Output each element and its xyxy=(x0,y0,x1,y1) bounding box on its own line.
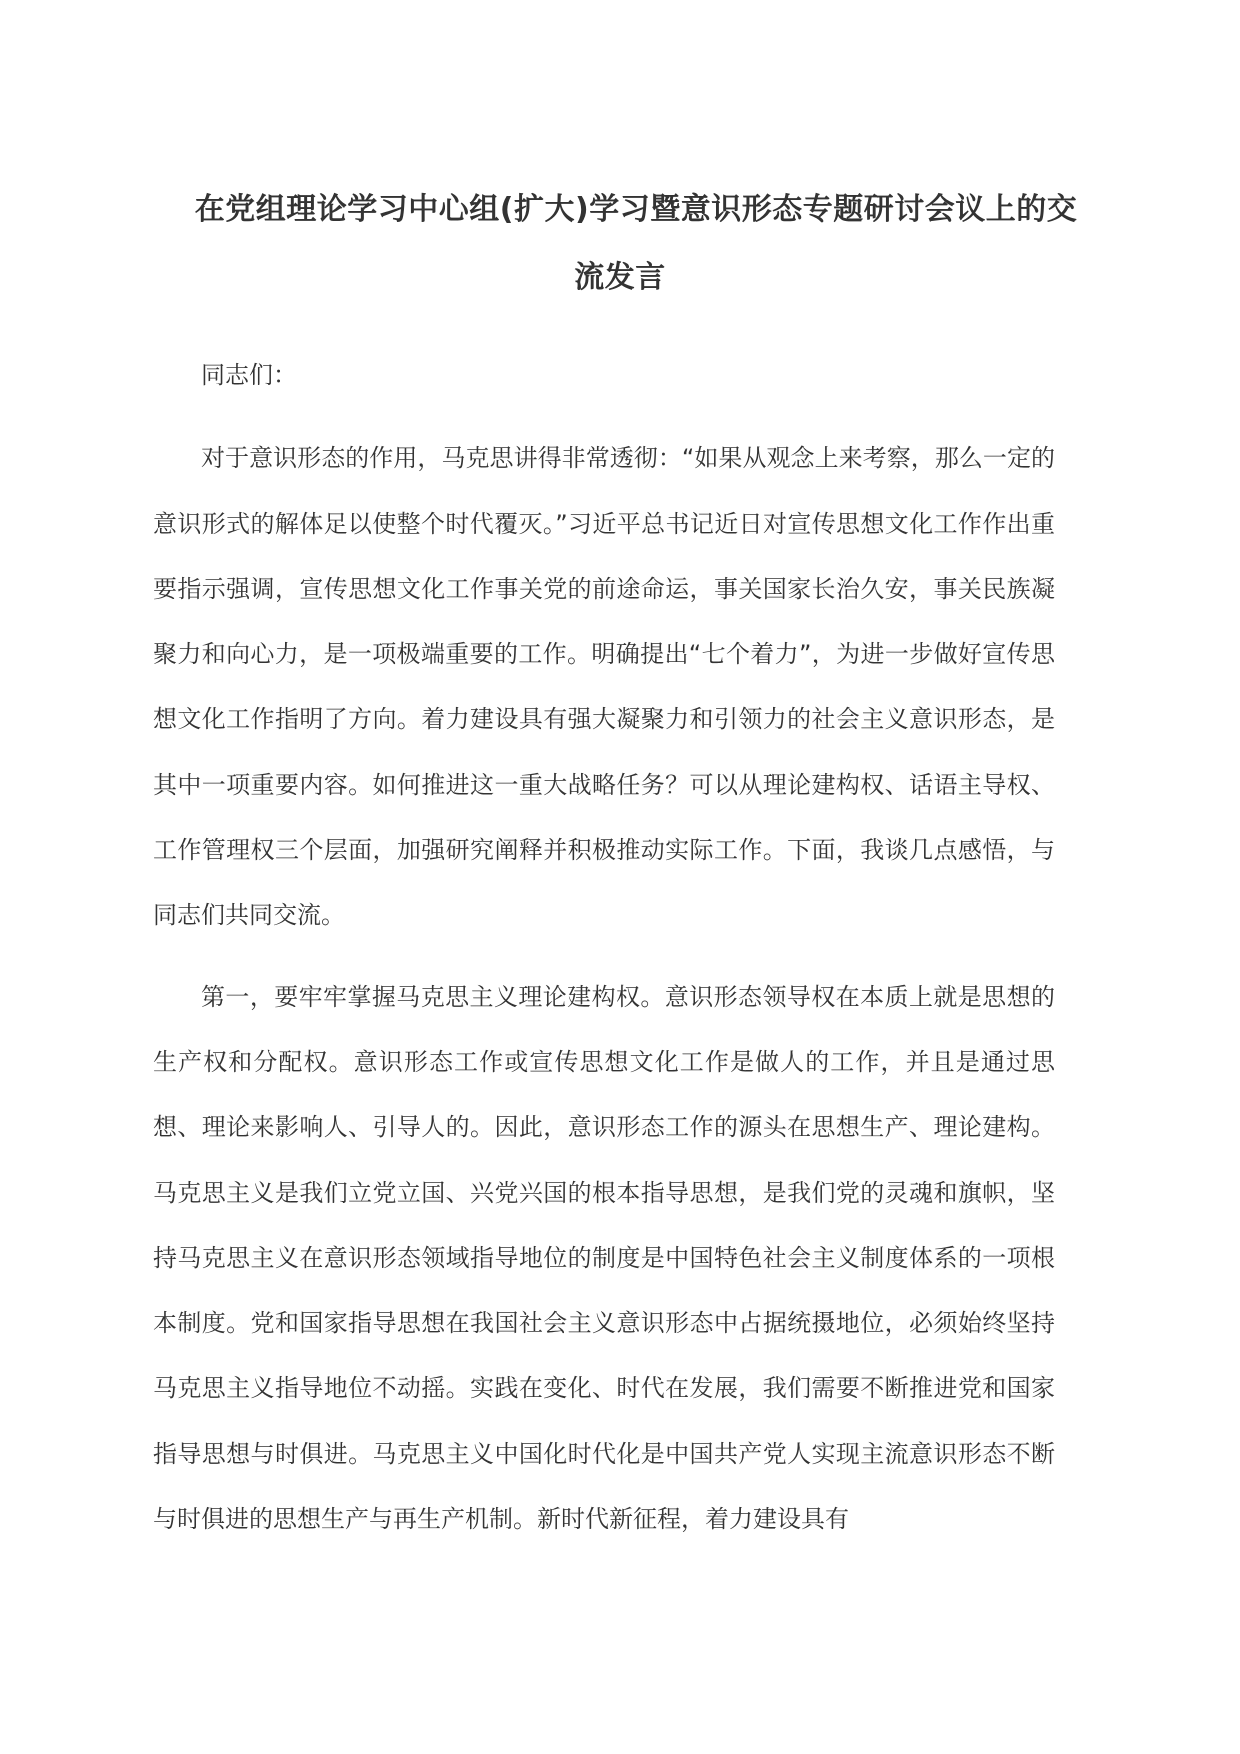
body-paragraph-2: 第一，要牢牢掌握马克思主义理论建构权。意识形态领导权在本质上就是思想的生产权和分配权。意识形态工作或宣传思想文化工作是做人的工作，并且是通过思想、理论来影响人、引导人的。因此，意识形态工作的源头在思想生产、理论建构。马克思主义是我们立党立国、兴党兴国的根本指导思想，是我们党的灵魂和旗帜，坚持马克思主义在意识形态领域指导地位的制度是中国特色社会主义制度体系的一项根本制度。党和国家指导思想在我国社会主义意识形态中占据统摄地位，必须始终坚持马克思主义指导地位不动摇。实践在变化、时代在发展，我们需要不断推进党和国家指导思想与时俱进。马克思主义中国化时代化是中国共产党人实现主流意识形态不断与时俱进的思想生产与再生产机制。新时代新征程，着力建设具有 xyxy=(153,982,1055,1534)
salutation: 同志们： xyxy=(201,361,297,389)
document-title: 在党组理论学习中心组(扩大)学习暨意识形态专题研讨会议上的交流发言 xyxy=(194,192,1078,295)
body-paragraph-1: 对于意识形态的作用，马克思讲得非常透彻：“如果从观念上来考察，那么一定的意识形式的解体足以使整个时代覆灭。”习近平总书记近日对宣传思想文化工作作出重要指示强调，宣传思想文化工作事关党的前途命运，事关国家长治久安，事关民族凝聚力和向心力，是一项极端重要的工作。明确提出“七个着力”，为进一步做好宣传思想文化工作指明了方向。着力建设具有强大凝聚力和引领力的社会主义意识形态，是其中一项重要内容。如何推进这一重大战略任务？可以从理论建构权、话语主导权、工作管理权三个层面，加强研究阐释并积极推动实际工作。下面，我谈几点感悟，与同志们共同交流。 xyxy=(153,444,1055,930)
document-body xyxy=(153,343,1055,1552)
